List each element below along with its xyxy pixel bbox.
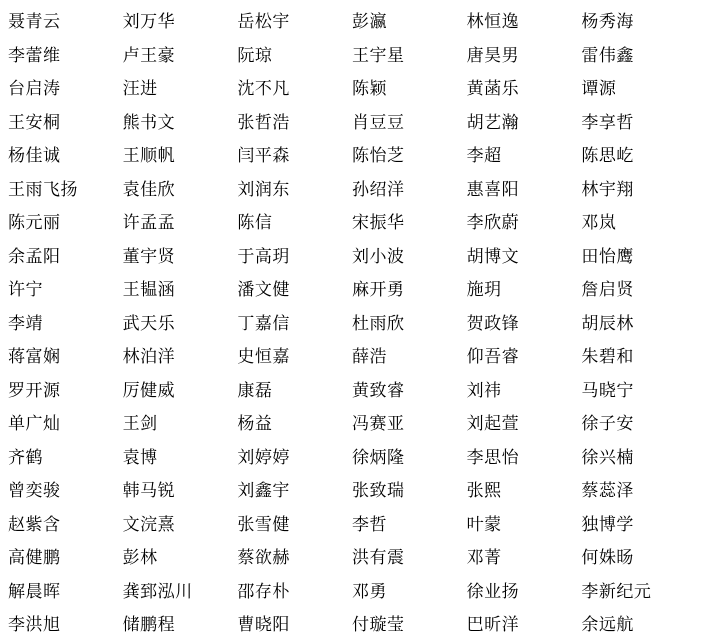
roster-name: 阮琼 <box>237 45 273 66</box>
roster-name: 唐昊男 <box>466 45 520 66</box>
roster-name: 丁嘉信 <box>237 313 290 334</box>
roster-name: 于高玥 <box>237 246 290 267</box>
roster-name: 张熙 <box>466 481 502 501</box>
roster-name: 邓勇 <box>351 581 387 602</box>
roster-name: 赵紫含 <box>8 514 61 535</box>
roster-name: 齐鹤 <box>8 447 43 468</box>
roster-name: 储鹏程 <box>122 615 176 635</box>
roster-name: 卢王豪 <box>122 45 176 66</box>
roster-name: 杨秀海 <box>581 12 634 32</box>
roster-name: 陈怡芝 <box>351 146 405 166</box>
roster-name: 胡博文 <box>466 246 520 267</box>
roster-name: 王剑 <box>122 414 158 434</box>
roster-name: 高健鹏 <box>8 548 61 568</box>
roster-name: 王雨飞扬 <box>8 179 78 200</box>
roster-name: 邵存朴 <box>237 581 290 602</box>
roster-name: 王韫涵 <box>122 280 176 300</box>
roster-name: 张雪健 <box>237 514 290 535</box>
roster-name: 巴昕洋 <box>466 615 520 635</box>
roster-name: 陈颖 <box>351 79 387 99</box>
roster-name: 岳松宇 <box>237 12 290 32</box>
roster-name: 宋振华 <box>351 213 405 233</box>
roster-name: 贺政锋 <box>466 313 520 334</box>
roster-name: 胡艺瀚 <box>466 112 520 133</box>
roster-name: 李欣蔚 <box>466 213 520 233</box>
roster-name: 徐兴楠 <box>581 447 634 468</box>
roster-name: 张哲浩 <box>237 112 290 133</box>
roster-name: 徐子安 <box>581 414 634 434</box>
roster-name: 李享哲 <box>581 112 634 133</box>
roster-name: 陈思屹 <box>581 146 634 166</box>
roster-name: 解晨晖 <box>8 581 61 602</box>
roster-name: 林泊洋 <box>122 347 176 367</box>
roster-name: 谭源 <box>581 79 617 99</box>
roster-name: 袁佳欣 <box>122 179 176 200</box>
roster-name: 雷伟鑫 <box>581 45 634 66</box>
roster-name: 刘婷婷 <box>237 447 290 468</box>
roster-name: 武天乐 <box>122 313 176 334</box>
roster-name: 袁博 <box>122 447 158 468</box>
roster-name: 沈不凡 <box>237 79 290 99</box>
roster-name: 李超 <box>466 146 502 166</box>
roster-name: 蔡欲赫 <box>237 548 290 568</box>
roster-name: 胡辰林 <box>581 313 634 334</box>
roster-name: 杨益 <box>237 414 273 434</box>
roster-name: 蔡蕊泽 <box>581 481 634 501</box>
roster-name: 黄菡乐 <box>466 79 520 99</box>
roster-name: 刘鑫宇 <box>237 481 290 501</box>
roster-name: 李新纪元 <box>581 581 652 602</box>
roster-name: 王宇星 <box>351 45 405 66</box>
roster-name: 厉健威 <box>122 380 176 401</box>
roster-name: 文浣熹 <box>122 514 176 535</box>
roster-name: 田怡鹰 <box>581 246 634 267</box>
roster-name: 薛浩 <box>351 347 387 367</box>
roster-name: 施玥 <box>466 280 502 300</box>
roster-name: 汪进 <box>122 79 158 99</box>
roster-name: 许孟孟 <box>122 213 176 233</box>
roster-name: 刘万华 <box>122 12 176 32</box>
roster-name: 邓菁 <box>466 548 502 568</box>
roster-name: 闫平森 <box>237 146 290 166</box>
roster-name: 单广灿 <box>8 414 61 434</box>
roster-name: 邓岚 <box>581 213 617 233</box>
roster-name: 李思怡 <box>466 447 520 468</box>
roster-name: 曹晓阳 <box>237 615 290 635</box>
roster-name: 韩马锐 <box>122 481 176 501</box>
roster-name: 潘文健 <box>237 280 290 300</box>
roster-name: 孙绍洋 <box>351 179 405 200</box>
roster-name: 叶蒙 <box>466 514 502 535</box>
roster-name: 杜雨欣 <box>351 313 405 334</box>
roster-name: 聂青云 <box>8 12 61 32</box>
roster-name: 麻开勇 <box>351 280 405 300</box>
roster-name: 蒋富娴 <box>8 347 61 367</box>
roster-name: 李靖 <box>8 313 43 334</box>
roster-name: 彭林 <box>122 548 158 568</box>
roster-name: 王安桐 <box>8 112 61 133</box>
roster-name: 独博学 <box>581 514 634 535</box>
roster-name: 冯赛亚 <box>351 414 405 434</box>
roster-name: 马晓宁 <box>581 380 634 401</box>
roster-name: 李蕾维 <box>8 45 61 66</box>
roster-name: 熊书文 <box>122 112 176 133</box>
roster-name: 李哲 <box>351 514 387 535</box>
roster-name: 林恒逸 <box>466 12 520 32</box>
roster-name: 惠喜阳 <box>466 179 520 200</box>
roster-name: 刘起萱 <box>466 414 520 434</box>
roster-name: 肖豆豆 <box>351 112 405 133</box>
roster-name: 徐炳隆 <box>351 447 405 468</box>
roster-name: 彭瀛 <box>351 12 387 32</box>
roster-name: 林宇翔 <box>581 179 634 200</box>
roster-name: 黄致睿 <box>351 380 405 401</box>
roster-name: 詹启贤 <box>581 280 634 300</box>
roster-name: 史恒嘉 <box>237 347 290 367</box>
roster-name: 李洪旭 <box>8 615 61 635</box>
roster-name: 龚郅泓川 <box>122 581 193 602</box>
roster-name: 徐业扬 <box>466 581 520 602</box>
roster-name: 何姝旸 <box>581 548 634 568</box>
roster-name: 刘祎 <box>466 380 502 401</box>
roster-name: 洪有震 <box>351 548 405 568</box>
roster-name: 许宁 <box>8 280 43 300</box>
roster-name: 罗开源 <box>8 380 61 401</box>
roster-name: 刘小波 <box>351 246 405 267</box>
roster-name: 陈信 <box>237 213 273 233</box>
roster-name: 余远航 <box>581 615 634 635</box>
roster-name: 曾奕骏 <box>8 481 61 501</box>
roster-name: 杨佳诚 <box>8 146 61 166</box>
roster-name: 余孟阳 <box>8 246 61 267</box>
roster-name: 董宇贤 <box>122 246 176 267</box>
roster-name: 台启涛 <box>8 79 61 99</box>
roster-name: 仰吾睿 <box>466 347 520 367</box>
roster-name: 付璇莹 <box>351 615 405 635</box>
roster-name: 张致瑞 <box>351 481 405 501</box>
roster-name: 康磊 <box>237 380 273 401</box>
roster-name: 朱碧和 <box>581 347 634 367</box>
roster-name: 陈元丽 <box>8 213 61 233</box>
roster-name: 刘润东 <box>237 179 290 200</box>
roster-name: 王顺帆 <box>122 146 176 166</box>
